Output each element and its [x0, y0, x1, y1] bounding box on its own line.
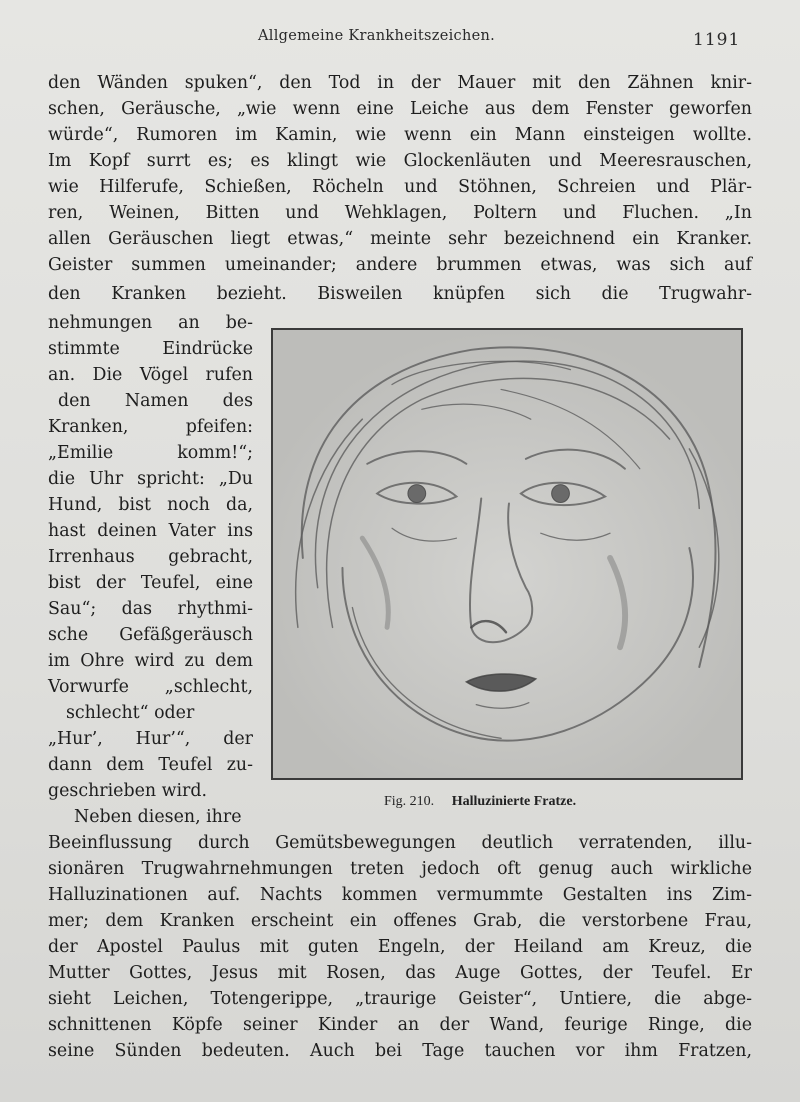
side-line: stimmte Eindrücke: [48, 339, 253, 359]
side-line: „Hur’, Hur’“, der: [48, 729, 253, 749]
figure-number: Fig. 210.: [384, 794, 435, 809]
body-line: Halluzinationen auf. Nachts kommen vermummte Gestalten ins Zim-: [48, 885, 752, 905]
body-line: Beeinflussung durch Gemütsbewegungen deutlich verratenden, illu-: [48, 833, 752, 853]
side-line: den Namen des: [58, 391, 253, 411]
body-line: der Apostel Paulus mit guten Engeln, der Heiland am Kreuz, die: [48, 937, 752, 957]
body-line: würde“, Rumoren im Kamin, wie wenn ein Mann einsteigen wollte.: [48, 125, 752, 145]
hallucinated-face-drawing: [273, 330, 741, 778]
side-line: dann dem Teufel zu-: [48, 755, 253, 775]
body-line: seine Sünden bedeuten. Auch bei Tage tauchen vor ihm Fratzen,: [48, 1041, 752, 1061]
side-line: „Emilie komm!“;: [48, 443, 253, 463]
side-line: Hund, bist noch da,: [48, 495, 253, 515]
side-line: die Uhr spricht: „Du: [48, 469, 253, 489]
body-line: schen, Geräusche, „wie wenn eine Leiche aus dem Fenster geworfen: [48, 99, 752, 119]
body-line: schnittenen Köpfe seiner Kinder an der Wand, feurige Ringe, die: [48, 1015, 752, 1035]
figure-title: Halluzinierte Fratze.: [451, 794, 577, 809]
side-line: hast deinen Vater ins: [48, 521, 253, 541]
side-line: Irrenhaus gebracht,: [48, 547, 253, 567]
side-line: nehmungen an be-: [48, 313, 253, 333]
side-line: an. Die Vögel rufen: [48, 365, 253, 385]
side-line: sche Gefäßgeräusch: [48, 625, 253, 645]
body-line: den Wänden spuken“, den Tod in der Mauer mit den Zähnen knir-: [48, 73, 752, 93]
side-line: im Ohre wird zu dem: [48, 651, 253, 671]
body-line: Im Kopf surrt es; es klingt wie Glockenläuten und Meeresrauschen,: [48, 151, 752, 171]
side-line: Kranken, pfeifen:: [48, 417, 253, 437]
body-line: sionären Trugwahrnehmungen treten jedoch oft genug auch wirkliche: [48, 859, 752, 879]
side-line: bist der Teufel, eine: [48, 573, 253, 593]
body-line: mer; dem Kranken erscheint ein offenes Grab, die verstorbene Frau,: [48, 911, 752, 931]
side-line: geschrieben wird.: [48, 781, 208, 801]
running-title: Allgemeine Krankheitszeichen.: [258, 28, 496, 44]
body-line: Mutter Gottes, Jesus mit Rosen, das Auge Gottes, der Teufel. Er: [48, 963, 752, 983]
side-line: Vorwurfe „schlecht,: [48, 677, 253, 697]
body-line: sieht Leichen, Totengerippe, „traurige Geister“, Untiere, die abge-: [48, 989, 752, 1009]
side-line: Neben diesen, ihre: [74, 807, 242, 827]
body-line: Geister summen umeinander; andere brummen etwas, was sich auf: [48, 255, 752, 275]
page-number: 1191: [693, 30, 741, 50]
side-line: Sau“; das rhythmi-: [48, 599, 253, 619]
body-line: ren, Weinen, Bitten und Wehklagen, Poltern und Fluchen. „In: [48, 203, 752, 223]
body-line: wie Hilferufe, Schießen, Röcheln und Stöhnen, Schreien und Plär-: [48, 177, 752, 197]
figure-image: [271, 328, 743, 780]
figure-caption: [384, 794, 576, 810]
body-line: den Kranken bezieht. Bisweilen knüpfen sich die Trugwahr-: [48, 284, 752, 304]
side-line: schlecht“ oder: [66, 703, 195, 723]
body-line: allen Geräuschen liegt etwas,“ meinte sehr bezeichnend ein Kranker.: [48, 229, 752, 249]
